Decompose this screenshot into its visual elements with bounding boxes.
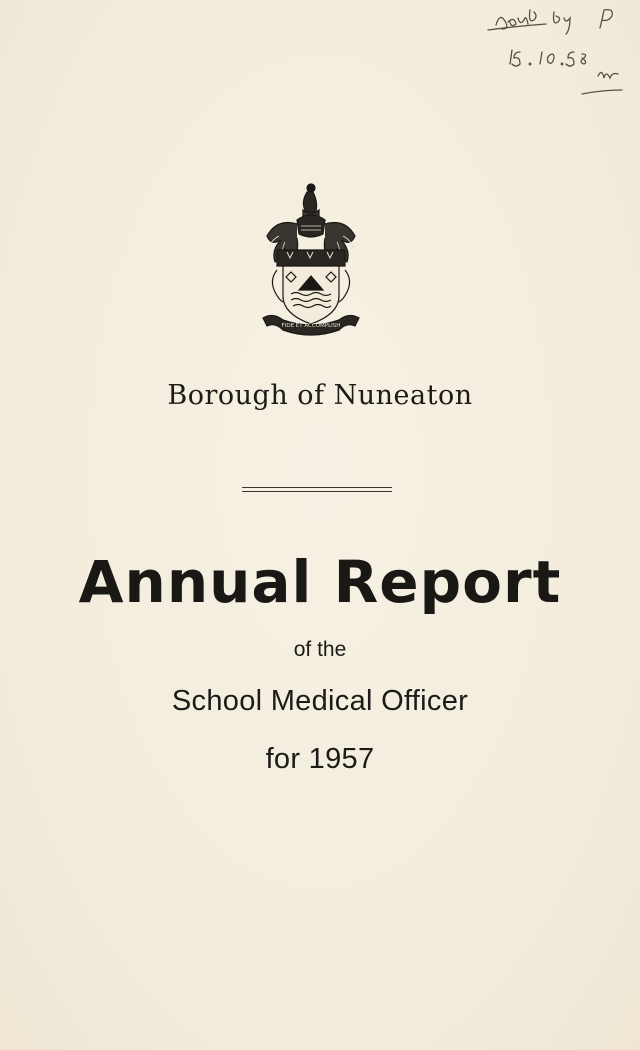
handwritten-note <box>486 0 636 100</box>
officer-title: School Medical Officer <box>171 685 469 717</box>
report-title: Annual Report <box>78 548 562 616</box>
borough-name: Borough of Nuneaton <box>167 380 473 411</box>
of-the-text: of the <box>293 638 347 661</box>
divider-rule-bottom <box>242 491 392 492</box>
divider-rule-top <box>242 487 392 488</box>
crest-motto: FIDE ET ACCOMPLISH <box>281 323 341 329</box>
coat-of-arms-emblem <box>255 180 367 345</box>
report-year: for 1957 <box>265 743 375 775</box>
